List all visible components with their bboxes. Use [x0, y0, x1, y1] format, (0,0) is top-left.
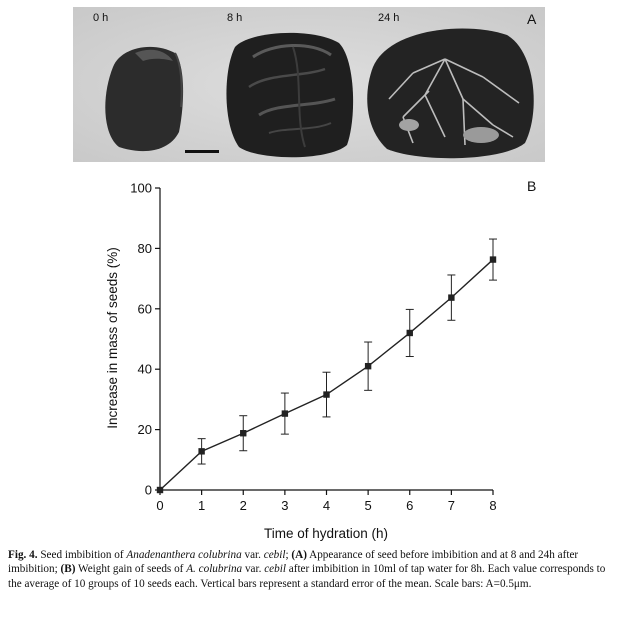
- caption-text-4: Appearance of seed before imbibition and at 8 and 24h after imbibition;: [8, 549, 579, 576]
- y-axis-label: Increase in mass of seeds (%): [105, 247, 120, 429]
- data-point: [157, 487, 163, 493]
- caption-species-short: A. colubrina: [186, 563, 243, 576]
- chart-axes: [160, 188, 493, 490]
- x-tick-label: 8: [489, 498, 497, 513]
- x-tick-label: 0: [156, 498, 164, 513]
- data-point: [323, 391, 329, 397]
- seed-24h-image: [367, 29, 533, 159]
- data-point: [365, 363, 371, 369]
- data-point: [490, 256, 496, 262]
- weight-gain-chart: [0, 165, 621, 545]
- caption-variety: cebil: [263, 549, 286, 561]
- data-point: [198, 448, 204, 454]
- time-label-8h: 8 h: [227, 12, 243, 24]
- y-tick-label: 80: [137, 240, 152, 256]
- y-tick-label: 0: [144, 482, 152, 498]
- time-label-24h: 24 h: [378, 12, 400, 24]
- y-tick-label: 100: [130, 180, 152, 196]
- x-tick-label: 3: [281, 498, 289, 513]
- caption-species: Anadenanthera colubrina: [126, 549, 242, 561]
- y-tick-label: 40: [137, 361, 152, 377]
- x-axis-label: Time of hydration (h): [263, 526, 389, 541]
- chart-ticks: [130, 181, 496, 514]
- data-point: [407, 330, 413, 336]
- x-tick-label: 7: [447, 498, 455, 513]
- x-tick-label: 4: [322, 498, 331, 513]
- caption-variety-2: cebil: [264, 563, 286, 576]
- caption-fig-label: Fig. 4.: [8, 549, 38, 561]
- caption-b-label: (B): [60, 563, 76, 576]
- data-point: [282, 410, 288, 416]
- data-point: [448, 294, 454, 300]
- x-tick-label: 6: [406, 498, 414, 513]
- panel-a-label: A: [527, 11, 537, 27]
- caption-text-5: Weight gain of seeds of: [75, 563, 187, 576]
- data-point: [240, 430, 246, 436]
- caption-text-3: ;: [285, 549, 292, 561]
- x-tick-label: 5: [364, 498, 372, 513]
- caption-text-6: var.: [242, 563, 265, 576]
- seed-8h-image: [226, 33, 353, 157]
- figure-caption: [8, 548, 614, 591]
- y-tick-label: 60: [137, 301, 152, 317]
- caption-text-2: var.: [241, 549, 264, 561]
- time-label-0h: 0 h: [93, 12, 109, 24]
- scale-bar: [185, 150, 219, 153]
- panel-b-label: B: [527, 178, 537, 194]
- caption-a-label: (A): [291, 549, 307, 561]
- x-tick-label: 2: [239, 498, 247, 513]
- seed-photo-strip: [73, 7, 545, 162]
- y-tick-label: 20: [137, 422, 152, 438]
- caption-text-1: Seed imbibition of: [37, 549, 127, 561]
- x-tick-label: 1: [198, 498, 206, 513]
- caption-text-7: after imbibition in 10ml of tap water for 8h. Each value corresponds to the average of 10 groups of 10 seeds each. Vertical bars represent a standard error of the mean. Scale bars: A=0.5μm.: [8, 563, 606, 590]
- seed-0h-image: [105, 47, 183, 151]
